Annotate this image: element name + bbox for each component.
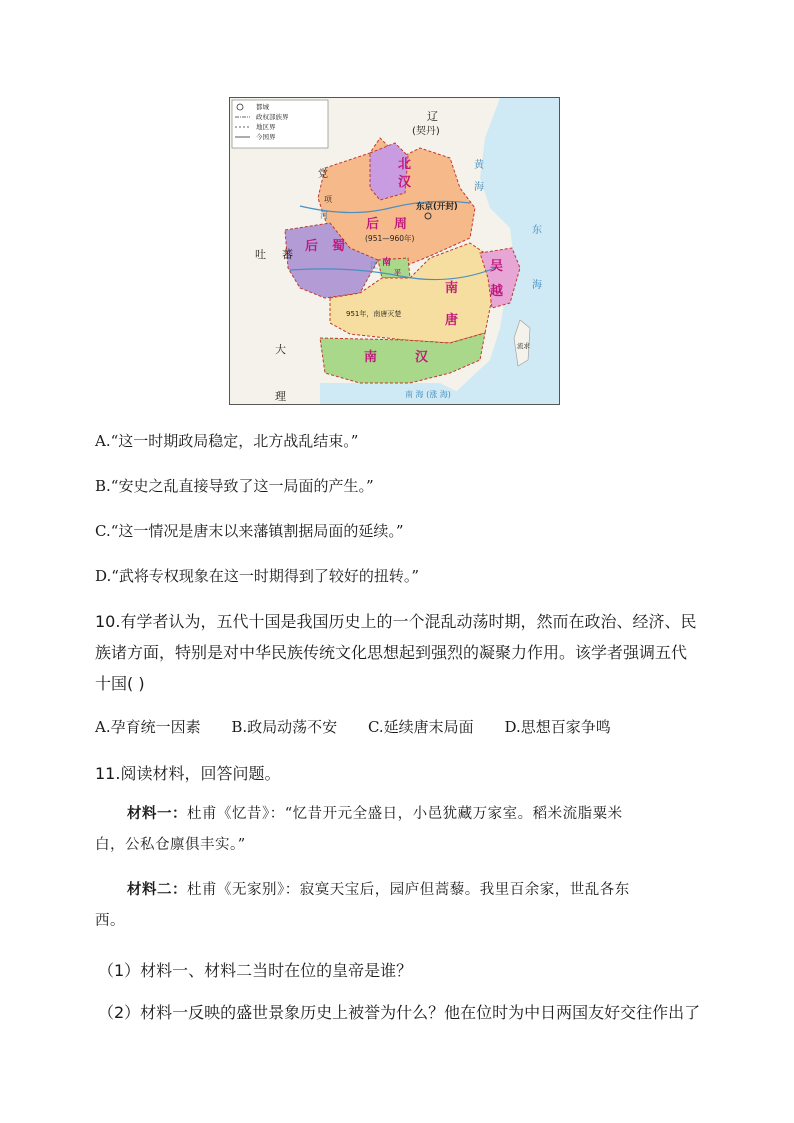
five-dynasties-map bbox=[229, 97, 560, 405]
label-he: 河 bbox=[320, 211, 328, 220]
label-nanping-1: 南 bbox=[382, 258, 392, 268]
material-1-label: 材料一： bbox=[127, 805, 187, 822]
q9-option-b: B.“安史之乱直接导致了这一局面的产生。” bbox=[95, 477, 374, 495]
label-houzhou-1: 后 bbox=[366, 217, 380, 232]
material-2 bbox=[95, 874, 695, 937]
label-dali-1: 大 bbox=[275, 343, 286, 356]
label-nantang-1: 南 bbox=[445, 281, 459, 296]
q10-option-c: C.延续唐末局面 bbox=[367, 718, 474, 736]
label-dongjing: 东京(开封) bbox=[416, 202, 458, 212]
q11-sub-1: （1）材料一、材料二当时在位的皇帝是谁？ bbox=[98, 961, 413, 980]
q10-line-2: 族诸方面，特别是对中华民族传统文化思想起到强烈的凝聚力作用。该学者强调五代 bbox=[95, 643, 688, 662]
label-houshu-1: 后 bbox=[305, 239, 319, 254]
legend-box bbox=[232, 100, 328, 148]
label-nanping-2: 平 bbox=[394, 269, 401, 277]
label-nantang-2: 唐 bbox=[445, 313, 459, 328]
label-jiang: 江 bbox=[370, 261, 378, 270]
label-wuyue-2: 越 bbox=[490, 284, 504, 299]
legend-boundary: 政权部族界 bbox=[256, 113, 289, 121]
q9-option-c: C.“这一情况是唐末以来藩镇割据局面的延续。” bbox=[95, 522, 404, 540]
material-1 bbox=[95, 798, 695, 861]
q11-title: 11.阅读材料，回答问题。 bbox=[95, 764, 281, 783]
material-2-text-1: 杜甫《无家别》：寂寞天宝后，园庐但蒿藜。我里百余家，世乱各东 bbox=[187, 882, 630, 898]
legend-modern: 今国界 bbox=[256, 133, 276, 141]
label-beihan-1: 北 bbox=[398, 157, 412, 172]
label-beihan-2: 汉 bbox=[398, 175, 412, 190]
label-dong: 东 bbox=[532, 225, 542, 236]
label-huang: 黄 bbox=[474, 160, 484, 171]
material-2-text-2: 西。 bbox=[95, 913, 125, 929]
q10-option-d: D.思想百家争鸣 bbox=[504, 718, 611, 736]
label-dang: 党 bbox=[318, 169, 328, 180]
label-hai: 海 bbox=[474, 182, 484, 193]
label-tubo-1: 吐 bbox=[255, 248, 266, 261]
label-liuqiu: 流求 bbox=[517, 342, 530, 350]
q10-line-3: 十国( ) bbox=[95, 674, 145, 693]
q10-line-1: 10.有学者认为，五代十国是我国历史上的一个混乱动荡时期，然而在政治、经济、民 bbox=[95, 612, 697, 631]
label-liao: 辽 bbox=[427, 110, 438, 123]
label-hai2: 海 bbox=[532, 280, 542, 291]
label-wuyue-1: 吴 bbox=[490, 259, 504, 274]
map-canvas bbox=[230, 98, 560, 405]
label-qidan: (契丹) bbox=[412, 126, 440, 137]
q11-sub-2: （2）材料一反映的盛世景象历史上被誉为什么？他在位时为中日两国友好交往作出了 bbox=[98, 1003, 701, 1022]
q10-option-b: B.政局动荡不安 bbox=[231, 718, 338, 736]
label-nanhan-2: 汉 bbox=[415, 350, 429, 365]
label-chu-note: 951年，南唐灭楚 bbox=[346, 310, 402, 318]
label-nanhan-1: 南 bbox=[364, 350, 378, 365]
legend-capital: 都城 bbox=[256, 103, 269, 111]
material-1-text-1: 杜甫《忆昔》：“忆昔开元全盛日，小邑犹藏万家室。稻米流脂粟米 bbox=[187, 806, 623, 822]
q9-option-a: A.“这一时期政局稳定，北方战乱结束。” bbox=[95, 432, 359, 450]
label-nanhai: 南 海 (涨 海) bbox=[405, 390, 451, 399]
q10-options bbox=[95, 716, 637, 737]
q9-option-d: D.“武将专权现象在这一时期得到了较好的扭转。” bbox=[95, 567, 420, 585]
q10-option-a: A.孕育统一因素 bbox=[95, 718, 201, 736]
legend-region: 地区界 bbox=[256, 123, 276, 131]
label-xiang: 项 bbox=[324, 195, 332, 204]
label-houzhou-2: 周 bbox=[394, 217, 408, 232]
label-tubo-2: 蕃 bbox=[282, 248, 293, 261]
material-1-text-2: 白，公私仓廪俱丰实。” bbox=[95, 837, 246, 853]
label-dali-2: 理 bbox=[275, 390, 286, 403]
label-houzhou-years: (951—960年) bbox=[365, 234, 415, 243]
label-houshu-2: 蜀 bbox=[332, 239, 346, 254]
material-2-label: 材料二： bbox=[127, 881, 187, 898]
